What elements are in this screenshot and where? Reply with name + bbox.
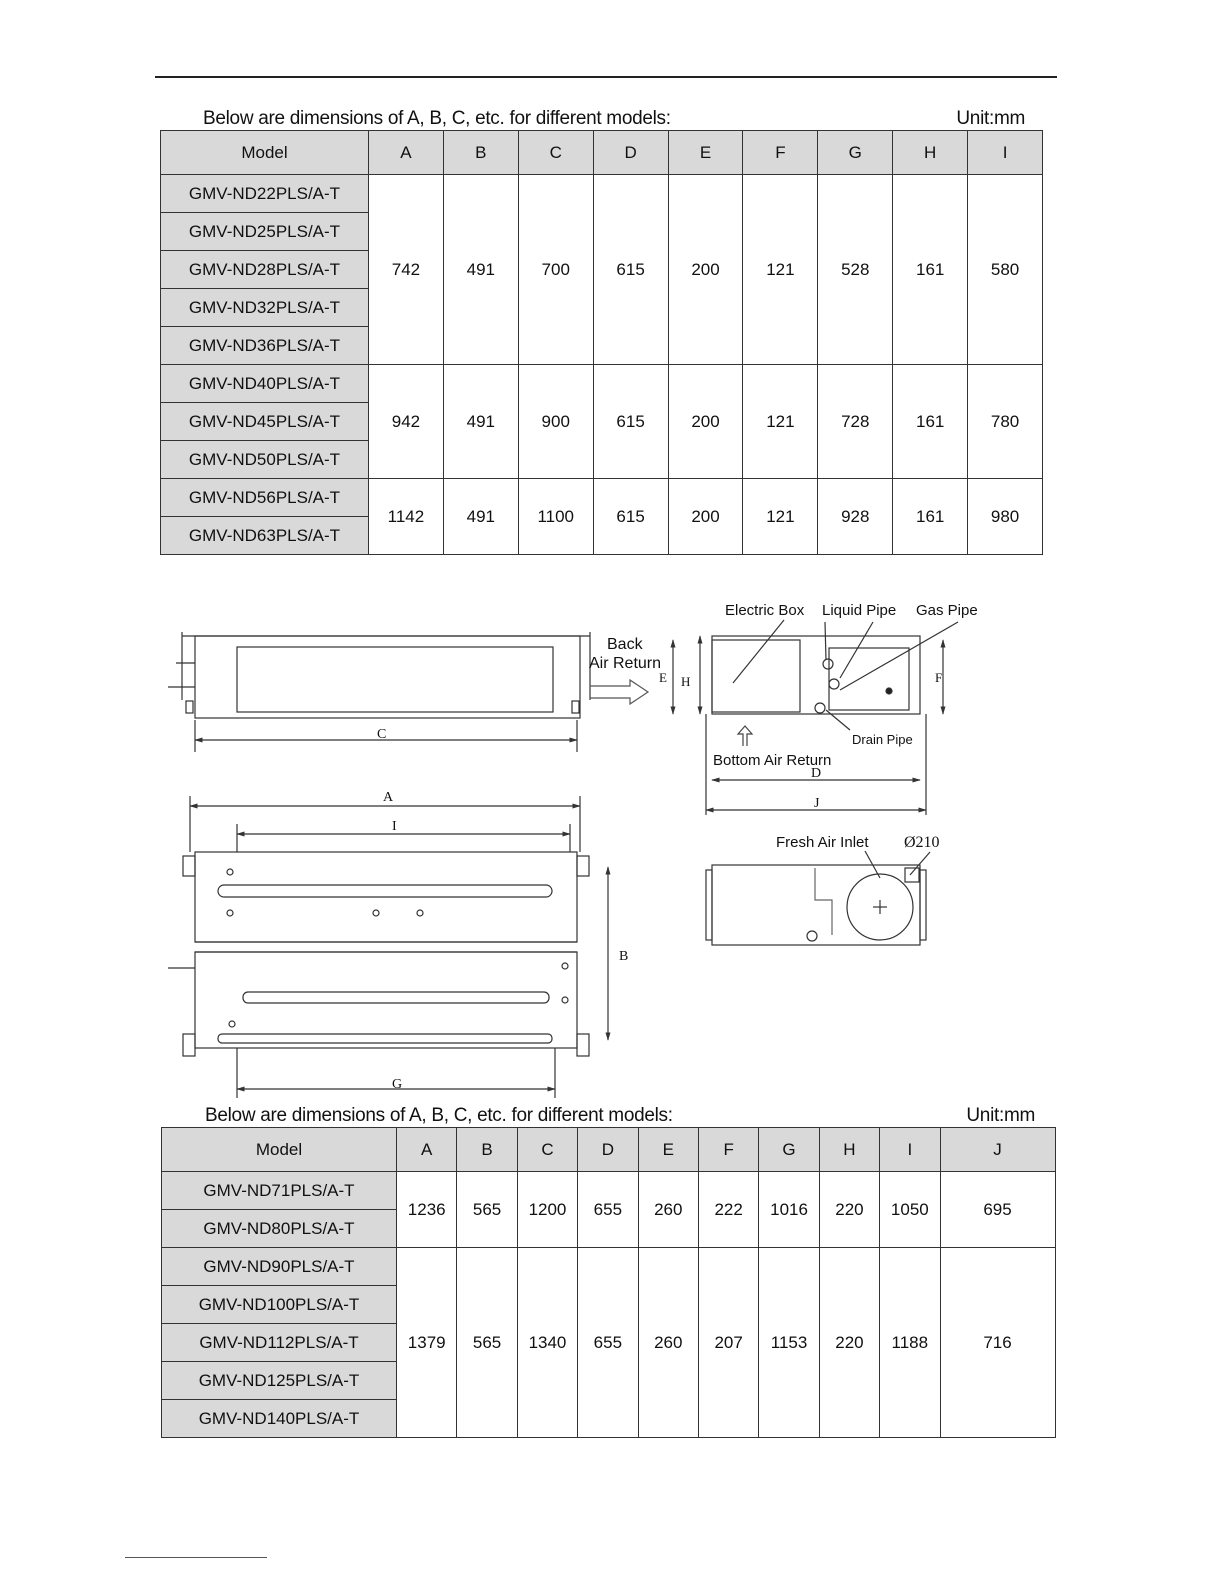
header-col: B [457, 1128, 517, 1172]
model-cell: GMV-ND32PLS/A-T [161, 289, 369, 327]
dim-g-label: G [392, 1077, 403, 1092]
back-air-return-label: Back [607, 636, 643, 653]
header-col: E [668, 131, 743, 175]
value-cell: 980 [968, 479, 1043, 555]
value-cell: 900 [518, 365, 593, 479]
value-cell: 565 [457, 1248, 517, 1438]
diameter-label: Ø210 [904, 834, 940, 851]
value-cell: 200 [668, 365, 743, 479]
value-cell: 615 [593, 175, 668, 365]
fresh-air-inlet-label: Fresh Air Inlet [776, 834, 869, 851]
dim-a-label: A [383, 790, 394, 805]
dim-i-label: I [392, 819, 397, 834]
bottom-air-return-label: Bottom Air Return [713, 752, 832, 769]
model-cell: GMV-ND125PLS/A-T [162, 1362, 397, 1400]
value-cell: 742 [369, 175, 444, 365]
dim-e-label: E [659, 670, 667, 685]
model-cell: GMV-ND63PLS/A-T [161, 517, 369, 555]
table2-unit: Unit:mm [966, 1105, 1035, 1126]
value-cell: 200 [668, 175, 743, 365]
table-row [162, 1172, 1056, 1210]
value-cell: 220 [819, 1172, 879, 1248]
value-cell: 260 [638, 1172, 698, 1248]
model-cell: GMV-ND45PLS/A-T [161, 403, 369, 441]
header-col: G [759, 1128, 819, 1172]
value-cell: 200 [668, 479, 743, 555]
value-cell: 1340 [517, 1248, 577, 1438]
dim-b-label: B [619, 949, 629, 964]
header-model: Model [161, 131, 369, 175]
value-cell: 121 [743, 479, 818, 555]
table1-caption-text: Below are dimensions of A, B, C, etc. for different models: [203, 108, 671, 129]
header-col: C [518, 131, 593, 175]
value-cell: 780 [968, 365, 1043, 479]
dim-d-label: D [811, 766, 822, 781]
table1-unit: Unit:mm [956, 108, 1025, 129]
value-cell: 716 [940, 1248, 1055, 1438]
model-cell: GMV-ND28PLS/A-T [161, 251, 369, 289]
header-col: G [818, 131, 893, 175]
header-col: E [638, 1128, 698, 1172]
value-cell: 655 [578, 1248, 638, 1438]
header-col: H [893, 131, 968, 175]
value-cell: 615 [593, 365, 668, 479]
model-cell: GMV-ND56PLS/A-T [161, 479, 369, 517]
header-col: D [593, 131, 668, 175]
value-cell: 260 [638, 1248, 698, 1438]
gas-pipe-label: Gas Pipe [916, 602, 978, 619]
value-cell: 1236 [397, 1172, 457, 1248]
footer-rule [125, 1557, 267, 1558]
side-view [673, 620, 958, 815]
header-col: F [743, 131, 818, 175]
liquid-pipe-label: Liquid Pipe [822, 602, 897, 619]
value-cell: 655 [578, 1172, 638, 1248]
value-cell: 222 [698, 1172, 758, 1248]
model-cell: GMV-ND36PLS/A-T [161, 327, 369, 365]
value-cell: 1100 [518, 479, 593, 555]
value-cell: 1142 [369, 479, 444, 555]
value-cell: 580 [968, 175, 1043, 365]
value-cell: 121 [743, 175, 818, 365]
header-col: D [578, 1128, 638, 1172]
value-cell: 161 [893, 175, 968, 365]
header-col: H [819, 1128, 879, 1172]
model-cell: GMV-ND80PLS/A-T [162, 1210, 397, 1248]
value-cell: 1050 [880, 1172, 940, 1248]
header-col: A [369, 131, 444, 175]
dim-f-label: F [935, 670, 943, 685]
model-cell: GMV-ND100PLS/A-T [162, 1286, 397, 1324]
fresh-air-view [706, 851, 930, 945]
value-cell: 1379 [397, 1248, 457, 1438]
value-cell: 1153 [759, 1248, 819, 1438]
value-cell: 121 [743, 365, 818, 479]
value-cell: 1200 [517, 1172, 577, 1248]
value-cell: 491 [443, 479, 518, 555]
plan-view [168, 796, 608, 1098]
model-cell: GMV-ND22PLS/A-T [161, 175, 369, 213]
value-cell: 615 [593, 479, 668, 555]
value-cell: 728 [818, 365, 893, 479]
value-cell: 695 [940, 1172, 1055, 1248]
model-cell: GMV-ND140PLS/A-T [162, 1400, 397, 1438]
value-cell: 161 [893, 479, 968, 555]
back-air-return-label-2: Air Return [589, 655, 662, 672]
table2-caption [205, 1105, 1035, 1127]
model-cell: GMV-ND112PLS/A-T [162, 1324, 397, 1362]
header-col: B [443, 131, 518, 175]
header-model: Model [162, 1128, 397, 1172]
value-cell: 1188 [880, 1248, 940, 1438]
model-cell: GMV-ND71PLS/A-T [162, 1172, 397, 1210]
value-cell: 491 [443, 175, 518, 365]
value-cell: 928 [818, 479, 893, 555]
dim-c-label: C [377, 727, 387, 742]
header-col: I [968, 131, 1043, 175]
value-cell: 700 [518, 175, 593, 365]
table2-caption-text: Below are dimensions of A, B, C, etc. for different models: [205, 1105, 673, 1126]
header-col: F [698, 1128, 758, 1172]
value-cell: 161 [893, 365, 968, 479]
value-cell: 220 [819, 1248, 879, 1438]
header-col: C [517, 1128, 577, 1172]
value-cell: 942 [369, 365, 444, 479]
drain-pipe-label: Drain Pipe [852, 732, 913, 747]
header-col: I [880, 1128, 940, 1172]
header-col: A [397, 1128, 457, 1172]
value-cell: 528 [818, 175, 893, 365]
value-cell: 491 [443, 365, 518, 479]
dimensions-table-2 [161, 1127, 1056, 1438]
value-cell: 1016 [759, 1172, 819, 1248]
model-cell: GMV-ND25PLS/A-T [161, 213, 369, 251]
value-cell: 565 [457, 1172, 517, 1248]
model-cell: GMV-ND50PLS/A-T [161, 441, 369, 479]
back-view [168, 632, 648, 752]
model-cell: GMV-ND40PLS/A-T [161, 365, 369, 403]
dim-j-label: J [814, 796, 820, 811]
value-cell: 207 [698, 1248, 758, 1438]
dim-h-label: H [681, 674, 691, 689]
model-cell: GMV-ND90PLS/A-T [162, 1248, 397, 1286]
electric-box-label: Electric Box [725, 602, 805, 619]
table-row [162, 1248, 1056, 1286]
header-col: J [940, 1128, 1055, 1172]
